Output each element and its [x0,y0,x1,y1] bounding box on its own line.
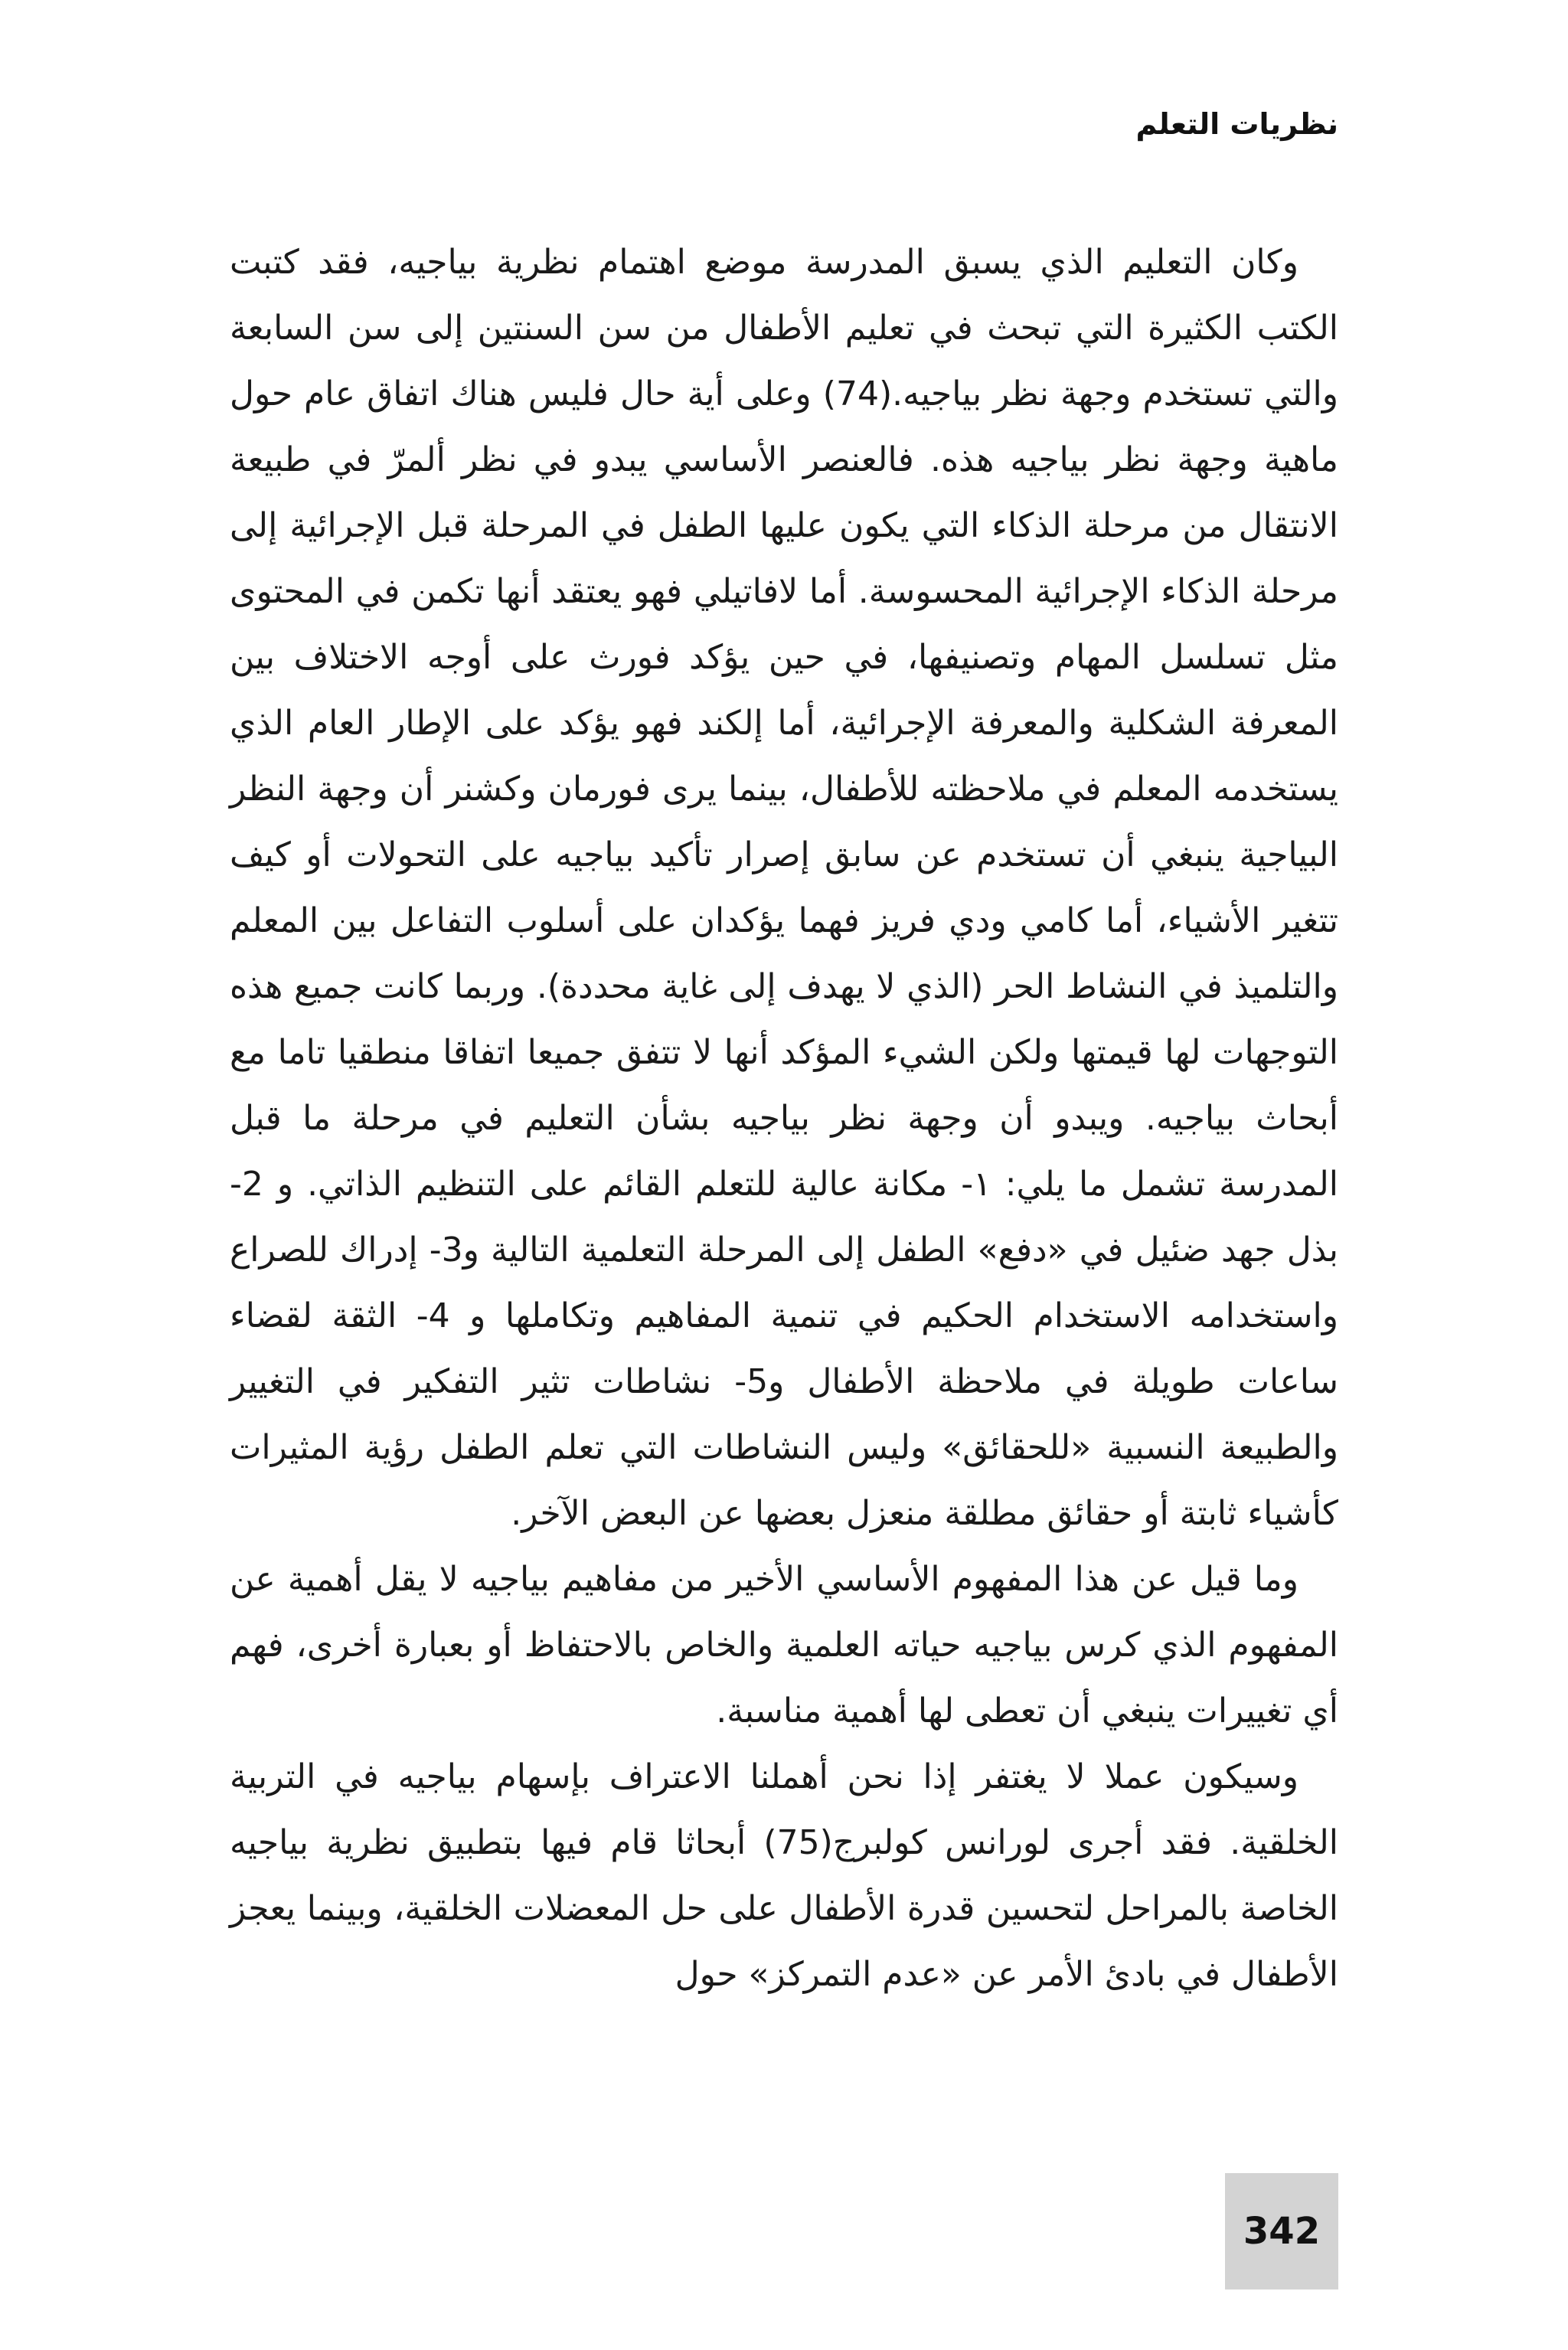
running-header-title: نظريات التعلم [1135,107,1338,141]
page-number: 342 [1243,2210,1321,2253]
paragraph-3: وسيكون عملا لا يغتفر إذا نحن أهملنا الاعتراف بإسهام بياجيه في التربية الخلقية. فقد أجرى لورانس كولبرج(75) أبحاثا قام فيها بتطبيق نظرية بياجيه الخاصة بالمراحل لتحسين قدرة الأطفال على حل المعضلات الخلقية، وبينما يعجز الأطفال في بادئ الأمر عن «عدم التمركز» حول [230,1757,1339,1994]
paragraph-1: وكان التعليم الذي يسبق المدرسة موضع اهتمام نظرية بياجيه، فقد كتبت الكتب الكثيرة التي تبحث في تعليم الأطفال من سن السنتين إلى سن السابعة والتي تستخدم وجهة نظر بياجيه.(74) وعلى أية حال فليس هناك اتفاق عام حول ماهية وجهة نظر بياجيه هذه. فالعنصر الأساسي يبدو في نظر ألمرّ في طبيعة الانتقال من مرحلة الذكاء التي يكون عليها الطفل في المرحلة قبل الإجرائية إلى مرحلة الذكاء الإجرائية المحسوسة. أما لافاتيلي فهو يعتقد أنها تكمن في المحتوى مثل تسلسل المهام وتصنيفها، في حين يؤكد فورث على أوجه الاختلاف بين المعرفة الشكلية والمعرفة الإجرائية، أما إلكند فهو يؤكد على الإطار العام الذي يستخدمه المعلم في ملاحظته للأطفال، بينما يرى فورمان وكشنر أن وجهة النظر البياجية ينبغي أن تستخدم عن سابق إصرار تأكيد بياجيه على التحولات أو كيف تتغير الأشياء، أما كامي ودي فريز فهما يؤكدان على أسلوب التفاعل بين المعلم والتلميذ في النشاط الحر (الذي لا يهدف إلى غاية محددة). وربما كانت جميع هذه التوجهات لها قيمتها ولكن الشيء المؤكد أنها لا تتفق جميعا اتفاقا منطقيا تاما مع أبحاث بياجيه. ويبدو أن وجهة نظر بياجيه بشأن التعليم في مرحلة ما قبل المدرسة تشمل ما يلي: ١- مكانة عالية للتعلم القائم على التنظيم الذاتي. و 2- بذل جهد ضئيل في «دفع» الطفل إلى المرحلة التعلمية التالية و3- إدراك للصراع واستخدامه الاستخدام الحكيم في تنمية المفاهيم وتكاملها و 4- الثقة لقضاء ساعات طويلة في ملاحظة الأطفال و5- نشاطات تثير التفكير في التغيير والطبيعة النسبية «للحقائق» وليس النشاطات التي تعلم الطفل رؤية المثيرات كأشياء ثابتة أو حقائق مطلقة منعزل بعضها عن البعض الآخر. [230,243,1339,1533]
page-number-box [1225,2173,1338,2290]
body-text [230,230,1338,2008]
paragraph-2: وما قيل عن هذا المفهوم الأساسي الأخير من مفاهيم بياجيه لا يقل أهمية عن المفهوم الذي كرس بياجيه حياته العلمية والخاص بالاحتفاظ أو بعبارة أخرى، فهم أي تغييرات ينبغي أن تعطى لها أهمية مناسبة. [230,1560,1338,1731]
